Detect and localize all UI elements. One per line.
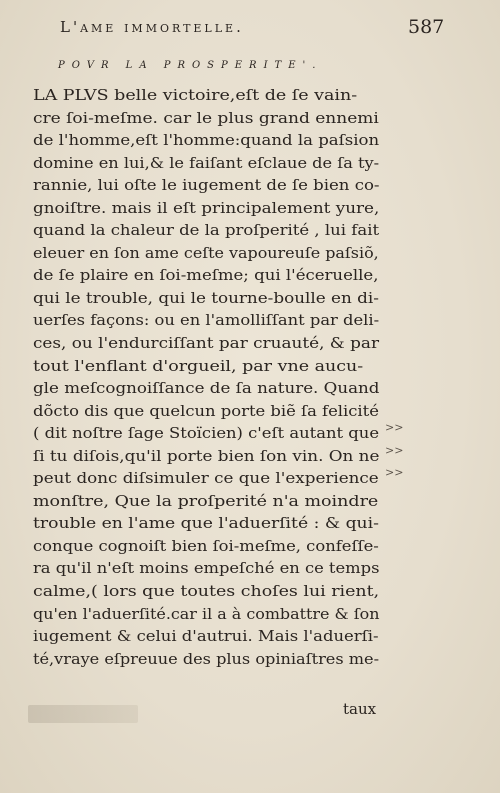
text-line: quand la chaleur de la proſperité , lui fait (33, 221, 380, 240)
text-line: gnoiſtre. mais il eſt principalement yure, (33, 198, 380, 217)
text-line: peut donc diſsimuler ce que l'experience (33, 469, 379, 488)
text-line: gle meſcognoiſſance de ſa nature. Quand (33, 379, 380, 398)
text-line: de l'homme,eſt l'homme:quand la paſsion (33, 131, 380, 150)
quote-mark: >> (385, 443, 404, 457)
running-title: L'ame immortelle. (60, 18, 244, 36)
text-line: conque cognoiſt bien ſoi-meſme, confeſſe- (33, 536, 379, 555)
text-line: ra qu'il n'eſt moins empeſché en ce temps (33, 559, 380, 578)
text-line: ces, ou l'endurciſſant par cruauté, & par (33, 334, 380, 353)
text-line: qui le trouble, qui le tourne-boulle en di- (33, 288, 379, 307)
text-line: monſtre, Que la proſperité n'a moindre (33, 491, 379, 510)
text-line: tout l'enflant d'orgueil, par vne aucu- (33, 356, 364, 375)
text-line: de ſe plaire en ſoi-meſme; qui l'éceruelle, (33, 266, 379, 285)
show-through-stain (28, 705, 138, 723)
text-line: domine en lui,& le faiſant eſclaue de ſa ty- (33, 153, 380, 172)
quote-mark: >> (385, 421, 404, 434)
text-line: LA PLVS belle victoire,eſt de ſe vain- (33, 86, 358, 104)
text-line: uerſes façons: ou en l'amolliſſant par deli- (33, 311, 380, 330)
text-line: ( dit noſtre ſage Stoïcien) c'eſt autant que (33, 424, 380, 443)
margin-quote-marks (385, 417, 404, 485)
catchword: taux (343, 700, 377, 718)
text-line: iugement & celui d'autrui. Mais l'aduerſi- (33, 627, 379, 646)
text-line: qu'en l'aduerſité.car il a à combattre & ſon (33, 604, 380, 623)
text-line: cre ſoi-meſme. car le plus grand ennemi (33, 108, 379, 127)
section-title: POVR LA PROSPERITE'. (58, 60, 323, 71)
text-line: dõcto dis que quelcun porte biẽ ſa felicité (33, 401, 379, 420)
body-text (33, 84, 381, 670)
text-line: trouble en l'ame que l'aduerſité : & qui- (33, 514, 379, 533)
text-line: eleuer en ſon ame ceſte vapoureuſe paſsiõ, (33, 243, 379, 262)
text-line: rannie, lui oſte le iugement de ſe bien co- (33, 176, 380, 195)
quote-mark: >> (385, 466, 404, 480)
text-line: calme,( lors que toutes choſes lui rient, (33, 582, 380, 601)
text-line: té,vraye eſpreuue des plus opiniaſtres me- (33, 649, 380, 668)
text-line: ſi tu diſois,qu'il porte bien ſon vin. On ne (33, 446, 380, 465)
page-number: 587 (408, 16, 445, 38)
